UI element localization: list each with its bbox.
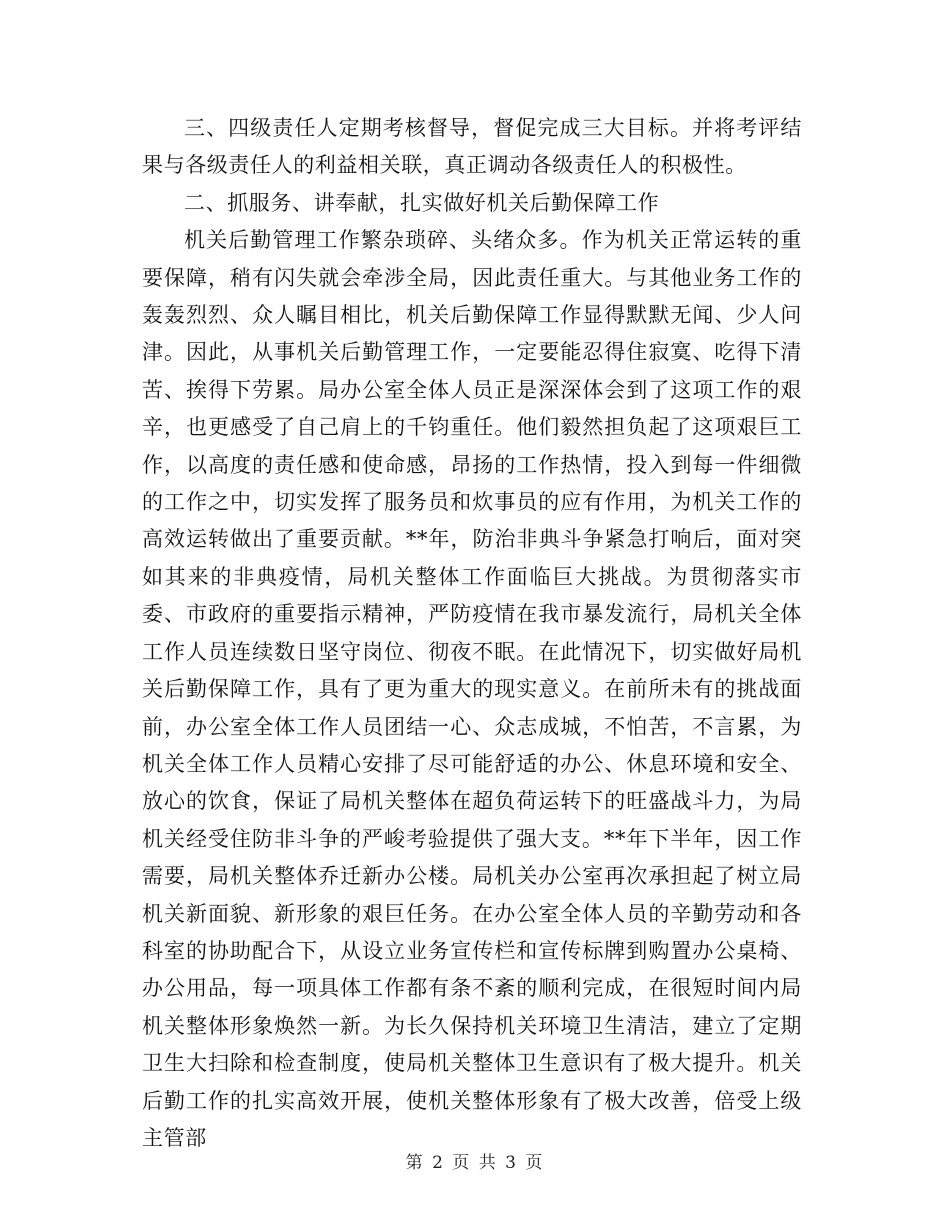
section-heading-logistics: 二、抓服务、讲奉献，扎实做好机关后勤保障工作 — [184, 190, 660, 215]
paragraph-logistics-work: 机关后勤管理工作繁杂琐碎、头绪众多。作为机关正常运转的重要保障，稍有闪失就会牵涉全局，因此责任重大。与其他业务工作的轰轰烈烈、众人瞩目相比，机关后勤保障工作显得默默无闻、少人问津。因此，从事机关后勤管理工作，一定要能忍得住寂寞、吃得下清苦、挨得下劳累。局办公室全体人员正是深深体会到了这项工作的艰辛，也更感受了自己肩上的千钧重任。他们毅然担负起了这项艰巨工作，以高度的责任感和使命感，昂扬的工作热情，投入到每一件细微的工作之中，切实发挥了服务员和炊事员的应有作用，为机关工作的高效运转做出了重要贡献。**年，防治非典斗争紧急打响后，面对突如其来的非典疫情，局机关整体工作面临巨大挑战。为贯彻落实市委、市政府的重要指示精神，严防疫情在我市暴发流行，局机关全体工作人员连续数日坚守岗位、彻夜不眠。在此情况下，切实做好局机关后勤保障工作，具有了更为重大的现实意义。在前所未有的挑战面前，办公室全体工作人员团结一心、众志成城，不怕苦，不言累，为机关全体工作人员精心安排了尽可能舒适的办公、休息环境和安全、放心的饮食，保证了局机关整体在超负荷运转下的旺盛战斗力，为局机关经受住防非斗争的严峻考验提供了强大支。**年下半年，因工作需要，局机关整体乔迁新办公楼。局机关办公室再次承担起了树立局机关新面貌、新形象的艰巨任务。在办公室全体人员的辛勤劳动和各科室的协助配合下，从设立业务宣传栏和宣传标牌到购置办公桌椅、办公用品，每一项具体工作都有条不紊的顺利完成，在很短时间内局机关整体形象焕然一新。为长久保持机关环境卫生清洁，建立了定期卫生大扫除和检查制度，使局机关整体卫生意识有了极大提升。机关后勤工作的扎实高效开展，使机关整体形象有了极大改善，倍受上级主管部 — [142, 228, 802, 1150]
paragraph-assessment: 三、四级责任人定期考核督导，督促完成三大目标。并将考评结果与各级责任人的利益相关联，真正调动各级责任人的积极性。 — [142, 116, 802, 178]
page-number-footer: 第 2 页 共 3 页 — [405, 1153, 545, 1173]
document-body — [142, 110, 802, 1157]
